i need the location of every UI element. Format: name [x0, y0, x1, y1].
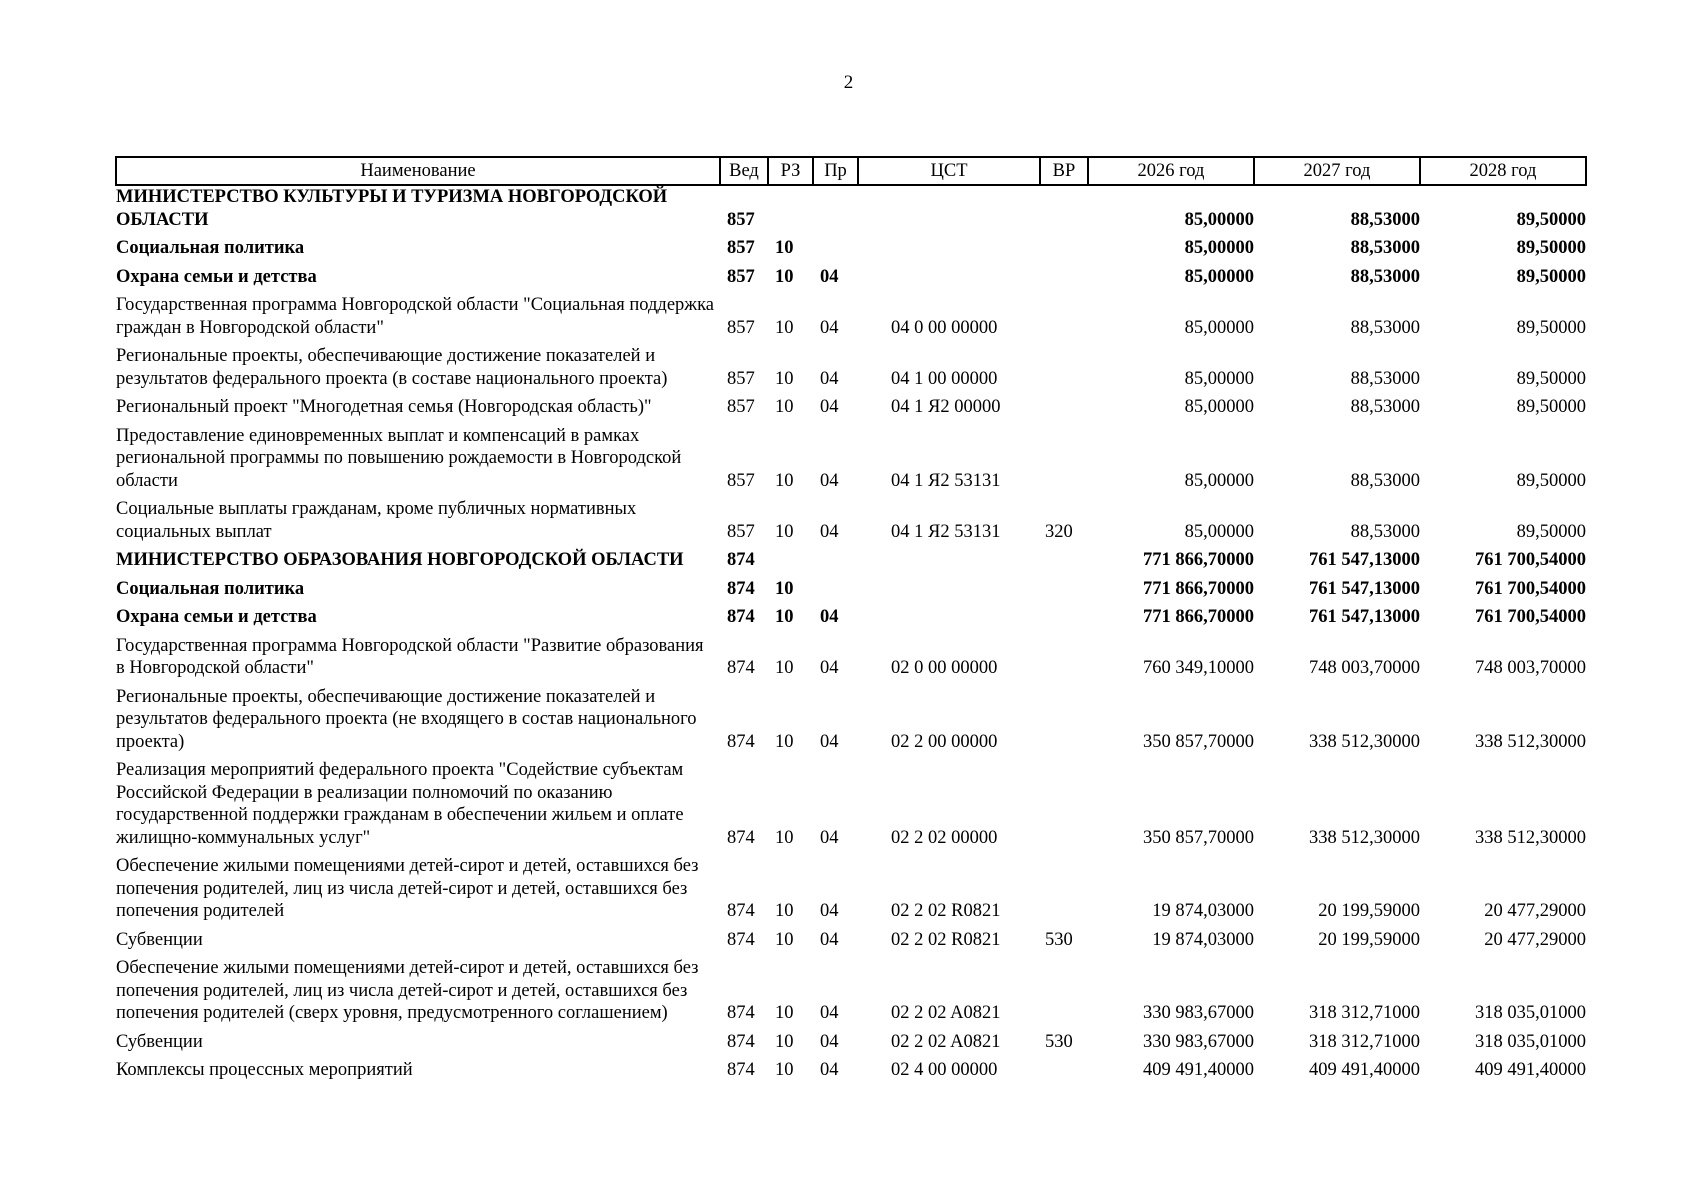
table-row: [116, 606, 1586, 635]
table-row: [116, 929, 1586, 958]
table-row: [116, 396, 1586, 425]
cell-2028: 318 035,01000: [1475, 1031, 1586, 1052]
cell-2026: 85,00000: [1184, 266, 1254, 287]
cell-name: Региональный проект "Многодетная семья (Новгородская область)": [116, 397, 652, 417]
cell-vr: [1040, 606, 1088, 635]
cell-vr: [1040, 266, 1088, 295]
cell-vr: 530: [1045, 1031, 1073, 1052]
cell-2027: 88,53000: [1350, 209, 1420, 230]
cell-ved: 857: [727, 521, 755, 542]
header-ved: Вед: [720, 157, 768, 185]
cell-2027: 761 547,13000: [1309, 550, 1420, 570]
cell-vr: [1040, 686, 1088, 760]
cell-pr: [813, 237, 858, 266]
cell-name: Обеспечение жилыми помещениями детей-сирот и детей, оставшихся без попечения родителей, лиц из числа детей-сирот и детей, оставшихся без попечения родителей (сверх уровня, предусмотренного соглашением): [116, 958, 699, 1023]
cell-vr: [1040, 549, 1088, 578]
cell-vr: [1040, 237, 1088, 266]
cell-cst: 02 2 02 A0821: [891, 1003, 1001, 1023]
cell-2028: 761 700,54000: [1475, 607, 1586, 627]
cell-rz: [768, 549, 813, 578]
cell-2026: 85,00000: [1184, 317, 1254, 338]
cell-cst: [858, 185, 1040, 237]
cell-pr: 04: [820, 731, 839, 752]
cell-2028: 338 512,30000: [1475, 731, 1586, 752]
cell-vr: [1040, 635, 1088, 686]
cell-pr: 04: [820, 827, 839, 848]
cell-ved: 857: [727, 266, 755, 287]
cell-name: Социальная политика: [116, 578, 305, 599]
cell-vr: [1040, 759, 1088, 855]
cell-vr: [1040, 578, 1088, 607]
cell-2027: 88,53000: [1350, 521, 1420, 542]
cell-2028: 89,50000: [1516, 470, 1586, 491]
cell-vr: [1040, 425, 1088, 499]
cell-ved: 857: [727, 209, 755, 230]
cell-ved: 874: [727, 1031, 755, 1052]
cell-2027: 338 512,30000: [1309, 731, 1420, 752]
cell-2027: 338 512,30000: [1309, 827, 1420, 848]
cell-ved: 874: [727, 1003, 755, 1023]
cell-2027: 88,53000: [1350, 368, 1420, 389]
cell-rz: 10: [775, 397, 794, 417]
cell-vr: [1040, 957, 1088, 1031]
cell-name: Комплексы процессных мероприятий: [116, 1060, 413, 1080]
cell-name: МИНИСТЕРСТВО КУЛЬТУРЫ И ТУРИЗМА НОВГОРОДСКОЙ ОБЛАСТИ: [116, 187, 668, 230]
cell-pr: 04: [820, 470, 839, 491]
cell-cst: [858, 237, 1040, 266]
cell-2026: 771 866,70000: [1143, 550, 1254, 570]
cell-cst: 04 0 00 00000: [891, 317, 998, 338]
cell-pr: 04: [820, 521, 839, 542]
cell-2026: 771 866,70000: [1143, 578, 1254, 599]
cell-2027: 88,53000: [1350, 470, 1420, 491]
cell-name: Субвенции: [116, 1031, 203, 1052]
header-2027: 2027 год: [1254, 157, 1420, 185]
cell-2027: 88,53000: [1350, 238, 1420, 258]
header-pr: Пр: [813, 157, 858, 185]
cell-cst: 02 0 00 00000: [891, 658, 998, 678]
cell-2027: 409 491,40000: [1309, 1060, 1420, 1080]
cell-name: Государственная программа Новгородской области "Социальная поддержка граждан в Новгородской области": [116, 295, 714, 338]
cell-ved: 857: [727, 317, 755, 338]
cell-2026: 771 866,70000: [1143, 607, 1254, 627]
cell-ved: 857: [727, 238, 755, 258]
cell-2028: 89,50000: [1516, 521, 1586, 542]
table-row: [116, 578, 1586, 607]
cell-2028: 20 477,29000: [1484, 929, 1586, 950]
cell-pr: 04: [820, 1031, 839, 1052]
cell-pr: [813, 549, 858, 578]
cell-vr: 530: [1045, 929, 1073, 950]
cell-pr: 04: [820, 607, 839, 627]
cell-cst: [858, 606, 1040, 635]
table-row: [116, 957, 1586, 1031]
cell-ved: 874: [727, 901, 755, 921]
cell-pr: 04: [820, 397, 839, 417]
cell-rz: 10: [775, 238, 794, 258]
cell-2026: 85,00000: [1184, 209, 1254, 230]
cell-2026: 19 874,03000: [1152, 901, 1254, 921]
cell-cst: 04 1 00 00000: [891, 368, 998, 389]
header-vr: ВР: [1040, 157, 1088, 185]
cell-2028: 89,50000: [1516, 238, 1586, 258]
header-rz: РЗ: [768, 157, 813, 185]
cell-2027: 761 547,13000: [1309, 578, 1420, 599]
cell-name: Государственная программа Новгородской области "Развитие образования в Новгородской области": [116, 635, 704, 678]
cell-pr: 04: [820, 368, 839, 389]
table-row: [116, 855, 1586, 929]
cell-2026: 85,00000: [1184, 470, 1254, 491]
cell-2026: 330 983,67000: [1143, 1031, 1254, 1052]
cell-2027: 20 199,59000: [1318, 901, 1420, 921]
table-row: [116, 686, 1586, 760]
cell-ved: 874: [727, 550, 755, 570]
cell-name: Охрана семьи и детства: [116, 266, 317, 287]
cell-name: Субвенции: [116, 929, 203, 950]
cell-rz: 10: [775, 521, 794, 542]
cell-rz: 10: [775, 929, 794, 950]
cell-cst: 02 4 00 00000: [891, 1060, 998, 1080]
cell-ved: 874: [727, 929, 755, 950]
cell-rz: [768, 185, 813, 237]
cell-pr: 04: [820, 658, 839, 678]
cell-2028: 20 477,29000: [1484, 901, 1586, 921]
cell-2028: 89,50000: [1516, 209, 1586, 230]
cell-cst: 02 2 02 00000: [891, 827, 998, 848]
cell-vr: [1040, 396, 1088, 425]
budget-table: [115, 156, 1587, 1088]
cell-name: МИНИСТЕРСТВО ОБРАЗОВАНИЯ НОВГОРОДСКОЙ ОБЛАСТИ: [116, 550, 684, 570]
cell-name: Реализация мероприятий федерального проекта "Содействие субъектам Российской Федерации в реализации полномочий по оказанию государственной поддержки гражданам в обеспечении жильем и оплате жилищно-коммунальных услуг": [116, 760, 684, 848]
cell-2028: 338 512,30000: [1475, 827, 1586, 848]
cell-cst: 04 1 Я2 00000: [891, 397, 1001, 417]
cell-vr: [1040, 1059, 1088, 1088]
cell-2026: 350 857,70000: [1143, 731, 1254, 752]
cell-2027: 748 003,70000: [1309, 658, 1420, 678]
cell-rz: 10: [775, 658, 794, 678]
cell-vr: 320: [1045, 521, 1073, 542]
cell-name: Социальная политика: [116, 238, 305, 258]
cell-2027: 88,53000: [1350, 397, 1420, 417]
cell-2027: 761 547,13000: [1309, 607, 1420, 627]
cell-2026: 19 874,03000: [1152, 929, 1254, 950]
cell-2028: 89,50000: [1516, 368, 1586, 389]
cell-vr: [1040, 855, 1088, 929]
cell-cst: [858, 549, 1040, 578]
cell-2026: 85,00000: [1184, 238, 1254, 258]
cell-2028: 89,50000: [1516, 397, 1586, 417]
header-2026: 2026 год: [1088, 157, 1254, 185]
cell-cst: 02 2 02 R0821: [891, 901, 1001, 921]
cell-vr: [1040, 345, 1088, 396]
table-row: [116, 498, 1586, 549]
cell-cst: 02 2 02 A0821: [891, 1031, 1001, 1052]
cell-cst: 04 1 Я2 53131: [891, 470, 1001, 491]
cell-ved: 874: [727, 731, 755, 752]
page-number: 2: [843, 72, 854, 93]
cell-cst: 04 1 Я2 53131: [891, 521, 1001, 542]
header-row: [116, 157, 1586, 185]
cell-rz: 10: [775, 578, 794, 599]
cell-name: Социальные выплаты гражданам, кроме публичных нормативных социальных выплат: [116, 499, 637, 542]
cell-ved: 857: [727, 397, 755, 417]
cell-pr: 04: [820, 266, 839, 287]
cell-rz: 10: [775, 607, 794, 627]
cell-name: Региональные проекты, обеспечивающие достижение показателей и результатов федерального проекта (в составе национального проекта): [116, 346, 668, 389]
cell-ved: 874: [727, 827, 755, 848]
cell-ved: 857: [727, 470, 755, 491]
cell-2028: 409 491,40000: [1475, 1060, 1586, 1080]
table-row: [116, 345, 1586, 396]
cell-rz: 10: [775, 827, 794, 848]
cell-cst: [858, 266, 1040, 295]
table-row: [116, 294, 1586, 345]
table-row: [116, 237, 1586, 266]
cell-pr: 04: [820, 317, 839, 338]
cell-name: Обеспечение жилыми помещениями детей-сирот и детей, оставшихся без попечения родителей, лиц из числа детей-сирот и детей, оставшихся без попечения родителей: [116, 856, 699, 921]
cell-ved: 857: [727, 368, 755, 389]
cell-2026: 85,00000: [1184, 397, 1254, 417]
cell-vr: [1040, 185, 1088, 237]
cell-ved: 874: [727, 1060, 755, 1080]
cell-2028: 761 700,54000: [1475, 578, 1586, 599]
cell-rz: 10: [775, 901, 794, 921]
cell-2027: 318 312,71000: [1309, 1003, 1420, 1023]
cell-2027: 20 199,59000: [1318, 929, 1420, 950]
cell-name: Предоставление единовременных выплат и компенсаций в рамках региональной программы по повышению рождаемости в Новгородской области: [116, 425, 682, 491]
table-header: [116, 157, 1586, 185]
cell-2027: 88,53000: [1350, 317, 1420, 338]
cell-2028: 89,50000: [1516, 266, 1586, 287]
header-2028: 2028 год: [1420, 157, 1586, 185]
cell-rz: 10: [775, 1031, 794, 1052]
cell-cst: [858, 578, 1040, 607]
cell-rz: 10: [775, 368, 794, 389]
cell-2028: 761 700,54000: [1475, 550, 1586, 570]
table-row: [116, 1059, 1586, 1088]
cell-pr: 04: [820, 1003, 839, 1023]
table-row: [116, 759, 1586, 855]
cell-rz: 10: [775, 470, 794, 491]
table-row: [116, 635, 1586, 686]
table-body: [116, 185, 1586, 1088]
cell-2027: 318 312,71000: [1309, 1031, 1420, 1052]
table-row: [116, 425, 1586, 499]
cell-name: Охрана семьи и детства: [116, 607, 317, 627]
cell-rz: 10: [775, 266, 794, 287]
table-row: [116, 266, 1586, 295]
cell-2026: 409 491,40000: [1143, 1060, 1254, 1080]
cell-name: Региональные проекты, обеспечивающие достижение показателей и результатов федерального проекта (не входящего в состав национального проекта): [116, 686, 697, 752]
header-cst: ЦСТ: [858, 157, 1040, 185]
cell-rz: 10: [775, 317, 794, 338]
cell-rz: 10: [775, 1003, 794, 1023]
cell-vr: [1040, 294, 1088, 345]
cell-cst: 02 2 00 00000: [891, 731, 998, 752]
cell-2026: 350 857,70000: [1143, 827, 1254, 848]
cell-2028: 89,50000: [1516, 317, 1586, 338]
header-name: Наименование: [116, 157, 720, 185]
cell-2026: 760 349,10000: [1143, 658, 1254, 678]
cell-pr: 04: [820, 901, 839, 921]
table-row: [116, 185, 1586, 237]
cell-2028: 318 035,01000: [1475, 1003, 1586, 1023]
cell-2028: 748 003,70000: [1475, 658, 1586, 678]
table-row: [116, 1031, 1586, 1060]
cell-ved: 874: [727, 607, 755, 627]
cell-2026: 330 983,67000: [1143, 1003, 1254, 1023]
cell-rz: 10: [775, 731, 794, 752]
cell-2026: 85,00000: [1184, 521, 1254, 542]
cell-ved: 874: [727, 658, 755, 678]
cell-cst: 02 2 02 R0821: [891, 929, 1001, 950]
cell-pr: [813, 185, 858, 237]
cell-pr: 04: [820, 1060, 839, 1080]
table-row: [116, 549, 1586, 578]
cell-rz: 10: [775, 1060, 794, 1080]
cell-ved: 874: [727, 578, 755, 599]
cell-pr: [813, 578, 858, 607]
cell-2027: 88,53000: [1350, 266, 1420, 287]
cell-2026: 85,00000: [1184, 368, 1254, 389]
cell-pr: 04: [820, 929, 839, 950]
